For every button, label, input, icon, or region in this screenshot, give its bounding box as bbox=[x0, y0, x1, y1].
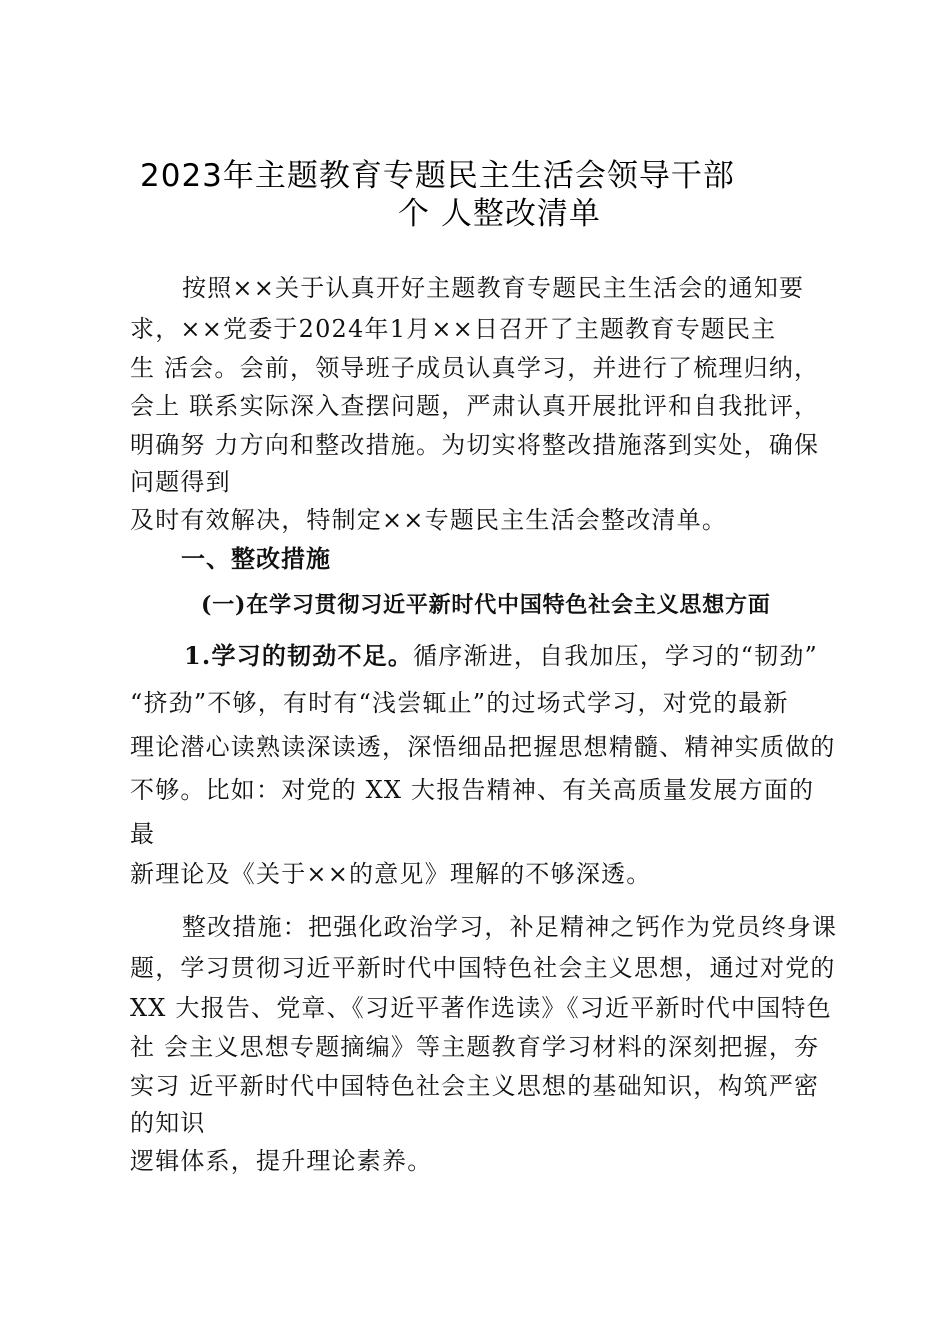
item-1-line-2: “挤劲”不够，有时有“浅尝辄止”的过场式学习，对党的最新 bbox=[130, 689, 789, 717]
measures-line-2: 题，学习贯彻习近平新时代中国特色社会主义思想，通过对党的 bbox=[130, 954, 836, 982]
item-1-line-1 bbox=[184, 639, 818, 673]
intro-line-1: 按照××关于认真开好主题教育专题民主生活会的通知要 bbox=[182, 274, 805, 302]
measures-line-1: 整改措施：把强化政治学习，补足精神之钙作为党员终身课 bbox=[182, 913, 838, 941]
measures-line-5: 实习 近平新时代中国特色社会主义思想的基础知识，构筑严密 bbox=[130, 1072, 820, 1100]
intro-line-5: 明确努 力方向和整改措施。为切实将整改措施落到实处，确保 bbox=[130, 431, 820, 459]
subsection-heading: (一)在学习贯彻习近平新时代中国特色社会主义思想方面 bbox=[201, 592, 771, 618]
measures-line-6: 的知识 bbox=[130, 1109, 206, 1137]
intro-line-3: 生 活会。会前，领导班子成员认真学习，并进行了梳理归纳， bbox=[130, 354, 820, 382]
measures-line-7: 逻辑体系，提升理论素养。 bbox=[130, 1147, 433, 1175]
item-1-lead: 1.学习的韧劲不足。 bbox=[184, 641, 414, 670]
item-1-line-4: 不够。比如：对党的 XX 大报告精神、有关高质量发展方面的 bbox=[130, 776, 815, 804]
measures-line-3: XX 大报告、党章、《习近平著作选读》《习近平新时代中国特色 bbox=[130, 994, 832, 1022]
item-1-line-5: 最 bbox=[130, 820, 156, 848]
document-title-line-1: 2023年主题教育专题民主生活会领导干部 bbox=[140, 158, 735, 194]
item-1-line-6: 新理论及《关于××的意见》理解的不够深透。 bbox=[130, 860, 652, 888]
item-1-line-1-text: 循序渐进，自我加压，学习的“韧劲” bbox=[413, 642, 819, 670]
document-title-line-2: 个 人整改清单 bbox=[398, 196, 601, 232]
intro-line-6: 问题得到 bbox=[130, 468, 231, 496]
section-heading: 一、整改措施 bbox=[181, 545, 331, 573]
intro-line-2: 求，××党委于2024年1月××日召开了主题教育专题民主 bbox=[130, 315, 777, 343]
measures-line-4: 社 会主义思想专题摘编》等主题教育学习材料的深刻把握，夯 bbox=[130, 1033, 820, 1061]
intro-line-7: 及时有效解决，特制定××专题民主生活会整改清单。 bbox=[130, 506, 728, 534]
item-1-line-3: 理论潜心读熟读深读透，深悟细品把握思想精髓、精神实质做的 bbox=[130, 733, 836, 761]
intro-line-4: 会上 联系实际深入查摆问题，严肃认真开展批评和自我批评， bbox=[130, 392, 820, 420]
